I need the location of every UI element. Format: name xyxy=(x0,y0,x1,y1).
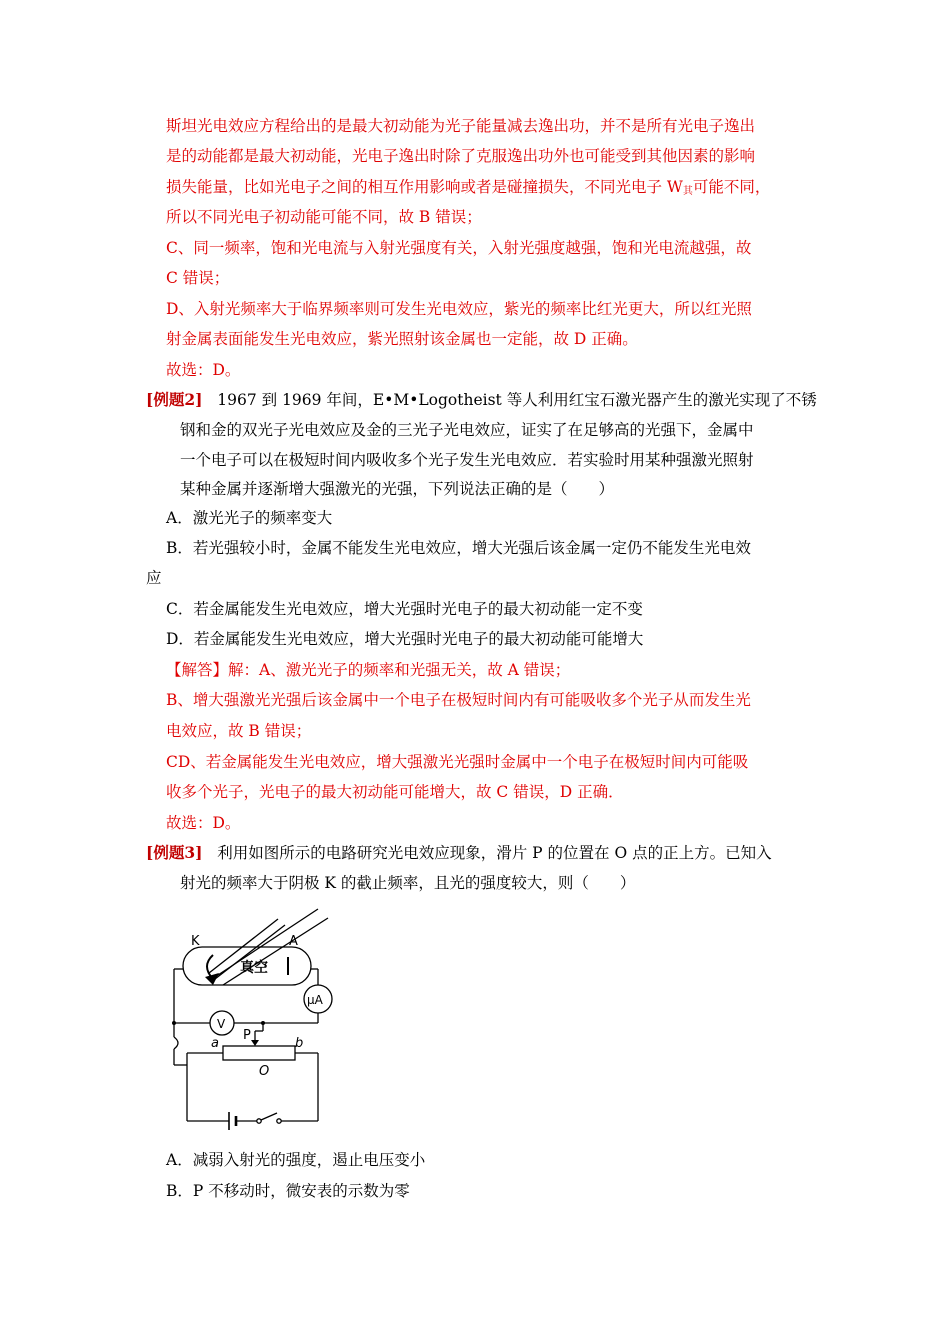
q2-answer-line-4: CD、若金属能发生光电效应，增大强激光光强时金属中一个电子在极短时间内可能吸 xyxy=(166,753,749,771)
q2-answer-line-3: 电效应，故 B 错误； xyxy=(166,722,312,740)
anode-label: A xyxy=(289,934,298,949)
microammeter-label: μA xyxy=(307,993,323,1007)
answer1-line-7: D、入射光频率大于临界频率则可发生光电效应，紫光的频率比红光更大，所以红光照 xyxy=(166,300,752,318)
q2-option-c: C．若金属能发生光电效应，增大光强时光电子的最大初动能一定不变 xyxy=(166,600,643,618)
answer1-choice: 故选：D。 xyxy=(166,361,241,379)
rheostat-end-b-label: b xyxy=(295,1036,304,1051)
answer-tag: 【解答】 xyxy=(166,661,229,679)
q3-option-a: A．减弱入射光的强度，遏止电压变小 xyxy=(166,1151,426,1169)
q3-line-2: 射光的频率大于阴极 K 的截止频率，且光的强度较大，则（ ） xyxy=(180,874,636,892)
answer1-line-8: 射金属表面能发生光电效应，紫光照射该金属也一定能，故 D 正确。 xyxy=(166,330,638,348)
q2-option-b-wrap: 应 xyxy=(146,569,162,587)
q2-option-b: B．若光强较小时，金属不能发生光电效应，增大光强后该金属一定仍不能发生光电效 xyxy=(166,539,751,557)
answer1-line-4: 所以不同光电子初动能可能不同，故 B 错误； xyxy=(166,208,482,226)
q3-tag: [例题3] xyxy=(146,843,203,862)
q2-option-a: A．激光光子的频率变大 xyxy=(166,509,333,527)
q2-line-1: [例题2] 1967 到 1969 年间，E•M•Logotheist 等人利用红宝石激光器产生的激光实现了不锈 xyxy=(146,390,817,409)
slider-label: P xyxy=(243,1028,251,1043)
q2-answer-line-2: B、增大强激光光强后该金属中一个电子在极短时间内有可能吸收多个光子从而发生光 xyxy=(166,691,751,709)
rheostat xyxy=(223,1046,295,1060)
midpoint-o-label: O xyxy=(259,1064,270,1079)
q3-line-1: [例题3] 利用如图所示的电路研究光电效应现象，滑片 P 的位置在 O 点的正上方。已知入 xyxy=(146,843,772,862)
q2-line-3: 一个电子可以在极短时间内吸收多个光子发生光电效应．若实验时用某种强激光照射 xyxy=(180,451,754,469)
tube-label: 真空 xyxy=(240,960,268,976)
q2-line-4: 某种金属并逐渐增大强激光的光强，下列说法正确的是（ ） xyxy=(180,480,615,498)
answer1-line-1: 斯坦光电效应方程给出的是最大初动能为光子能量减去逸出功，并不是所有光电子逸出 xyxy=(166,117,756,135)
q2-line-2: 钢和金的双光子光电效应及金的三光子光电效应，证实了在足够高的光强下，金属中 xyxy=(180,421,754,439)
cathode-label: K xyxy=(191,934,200,949)
answer1-line-5: C、同一频率，饱和光电流与入射光强度有关，入射光强度越强，饱和光电流越强，故 xyxy=(166,239,752,257)
answer1-line-6: C 错误； xyxy=(166,269,230,287)
q2-answer-line-5: 收多个光子，光电子的最大初动能可能增大，故 C 错误，D 正确． xyxy=(166,783,624,801)
answer1-line-2: 是的动能都是最大初动能，光电子逸出时除了克服逸出功外也可能受到其他因素的影响 xyxy=(166,147,756,165)
q2-tag: [例题2] xyxy=(146,390,203,409)
voltmeter-label: V xyxy=(217,1017,226,1031)
q2-answer-choice: 故选：D。 xyxy=(166,814,241,832)
answer1-line-3: 损失能量，比如光电子之间的相互作用影响或者是碰撞损失，不同光电子 $W_其$可能不同， xyxy=(166,178,771,197)
q3-option-b: B．P 不移动时，微安表的示数为零 xyxy=(166,1182,410,1200)
rheostat-end-a-label: a xyxy=(211,1036,219,1051)
q2-option-d: D．若金属能发生光电效应，增大光强时光电子的最大初动能可能增大 xyxy=(166,630,644,648)
q2-answer-line-1: 【解答】解：A、激光光子的频率和光强无关，故 A 错误； xyxy=(166,661,571,679)
photoelectric-circuit-diagram xyxy=(165,903,340,1143)
